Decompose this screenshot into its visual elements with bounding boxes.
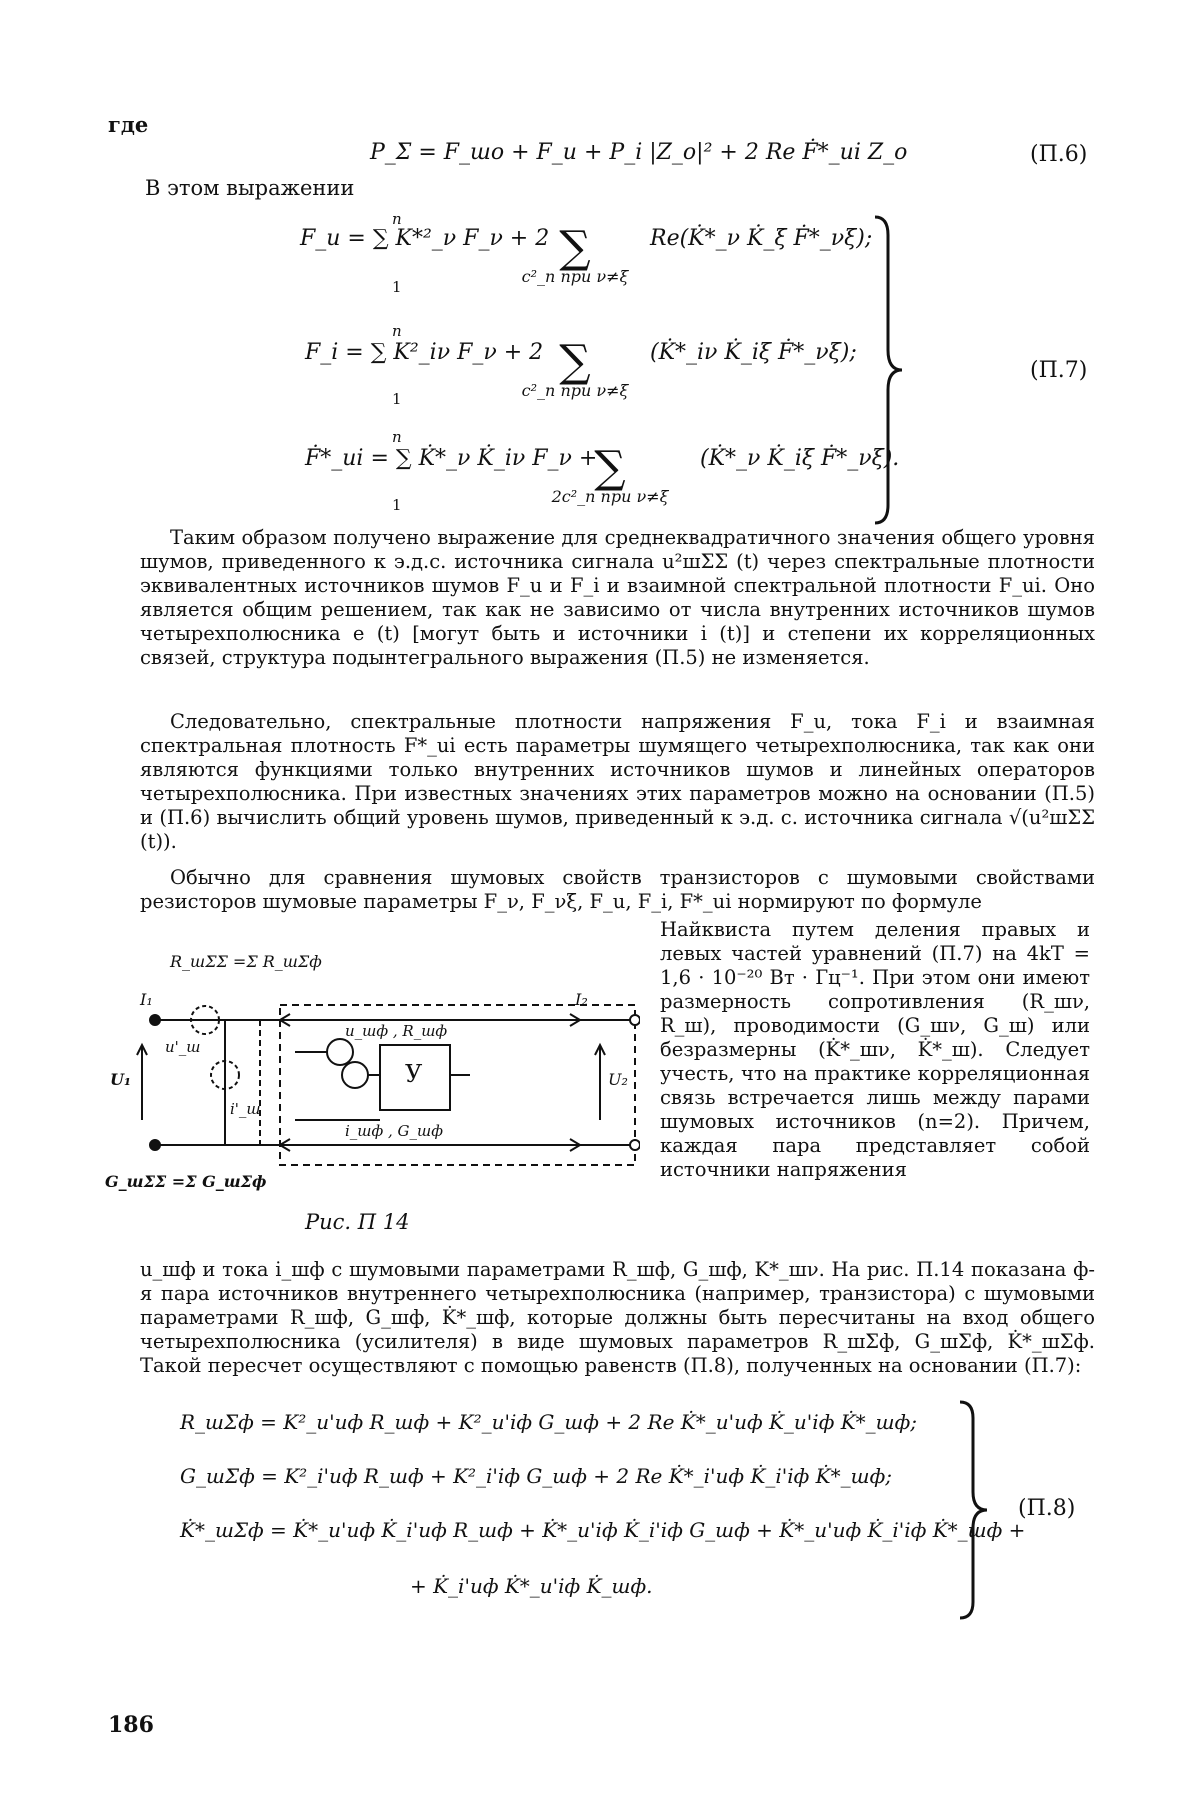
p7-line3-right: (K̇*_ν K̇_iξ Ḟ*_νξ). bbox=[700, 446, 900, 471]
p7-line2-sum-bottom: c²_n при ν≠ξ bbox=[521, 381, 629, 400]
fig-label-i-prime: i'_ш bbox=[230, 1100, 261, 1118]
fig-label-U1: U₁ bbox=[110, 1070, 131, 1089]
paragraph-2-text: Следовательно, спектральные плотности напряжения F_u, тока F_i и взаимная спектральная плотность F*_ui есть параметры шумящего четырехполюсника, так как они являются функциями только внутренних источников шумов и линейных операторов четырехполюсника. При известных значениях этих параметров можно на основании (П.5) и (П.6) вычислить общий уровень шумов, приведенный к э.д. с. источника сигнала √(u²шΣΣ (t)). bbox=[140, 710, 1095, 853]
p7-line1-left: F_u = ∑ K*²_ν F_ν + 2 bbox=[300, 226, 550, 251]
fig-label-R: R_шΣΣ =Σ R_шΣф bbox=[170, 952, 322, 971]
p7-line3-left: Ḟ*_ui = ∑ K̇*_ν K̇_iν F_ν + bbox=[305, 446, 598, 471]
p8-brace bbox=[955, 1400, 995, 1620]
paragraph-2 bbox=[140, 710, 1095, 854]
paragraph-4: u_шф и тока i_шф с шумовыми параметрами R_шф, G_шф, K*_шν. На рис. П.14 показана ф-я пара источников внутреннего четырехполюсника (например, транзистора) с шумовыми параметрами R_шф, G_шф, K̇*_шф, которые должны быть пересчитаны на вход общего четырехполюсника (усилителя) в виде шумовых параметров R_шΣф, G_шΣф, K̇*_шΣф. Такой пересчет осуществляют с помощью равенств (П.8), полученных на основании (П.7): bbox=[140, 1258, 1095, 1377]
paragraph-3 bbox=[140, 866, 1095, 914]
page-number: 186 bbox=[108, 1712, 154, 1738]
equation-p7-label: (П.7) bbox=[1030, 358, 1088, 383]
p7-line1-sum: ∑ c²_n при ν≠ξ bbox=[521, 222, 629, 286]
fig-label-u-prime: u'_ш bbox=[165, 1038, 201, 1056]
p7-sum3-top: n bbox=[392, 428, 402, 446]
figure-caption: Рис. П 14 bbox=[305, 1210, 410, 1234]
figure-p14 bbox=[105, 952, 640, 1210]
p7-line1-sum-bottom: c²_n при ν≠ξ bbox=[521, 267, 629, 286]
fig-label-G: G_шΣΣ =Σ G_шΣф bbox=[105, 1172, 267, 1191]
p8-line1: R_шΣф = K²_u'uф R_шф + K²_u'iф G_шф + 2 Re K̇*_u'uф K̇_u'iф K̇*_шф; bbox=[180, 1410, 917, 1434]
fig-label-U2: U₂ bbox=[608, 1070, 628, 1089]
paragraph-3-text: Обычно для сравнения шумовых свойств транзисторов с шумовыми свойствами резисторов шумовые параметры F_ν, F_νξ, F_u, F_i, F*_ui нормируют по формуле bbox=[140, 866, 1095, 913]
p7-line2-left: F_i = ∑ K²_iν F_ν + 2 bbox=[305, 340, 544, 365]
p7-line1-right: Re(K̇*_ν K̇_ξ Ḟ*_νξ); bbox=[650, 226, 873, 251]
p7-brace bbox=[870, 215, 910, 525]
p7-sum1-bottom: 1 bbox=[392, 278, 402, 296]
p8-line4: + K̇_i'uф K̇*_u'iф K̇_шф. bbox=[410, 1574, 653, 1598]
p7-sum3-bottom: 1 bbox=[392, 496, 402, 514]
p7-line2-right: (K̇*_iν K̇_iξ Ḟ*_νξ); bbox=[650, 340, 857, 365]
fig-label-i-source: i_шф , G_шф bbox=[345, 1122, 443, 1140]
side-paragraph: Найквиста путем деления правых и левых частей уравнений (П.7) на 4kT = 1,6 · 10⁻²⁰ Вт · Гц⁻¹. При этом они имеют размерность сопротивления (R_шν, R_ш), проводимости (G_шν, G_ш) или безразмерны (K̇*_шν, K̇*_ш). Следует учесть, что на практике корреляционная связь встречается лишь между парами шумовых источников (n=2). Причем, каждая пара представляет собой источники напряжения bbox=[660, 918, 1090, 1181]
p8-line2: G_шΣф = K²_i'uф R_шф + K²_i'iф G_шф + 2 Re K̇*_i'uф K̇_i'iф K̇*_шф; bbox=[180, 1464, 892, 1488]
fig-amp-label: У bbox=[405, 1060, 423, 1088]
equation-p6-label: (П.6) bbox=[1030, 142, 1088, 167]
fig-label-I1: I₁ bbox=[140, 990, 153, 1009]
p7-line2-sum: ∑ c²_n при ν≠ξ bbox=[521, 336, 629, 400]
p8-line3: K̇*_шΣф = K̇*_u'uф K̇_i'uф R_шф + K̇*_u'iф K̇_i'iф G_шф + K̇*_u'uф K̇_i'iф K̇*_шф + bbox=[180, 1518, 1026, 1542]
p7-sum1-top: n bbox=[392, 210, 402, 228]
equation-p8-label: (П.8) bbox=[1018, 1496, 1076, 1521]
equation-p6: P_Σ = F_шо + F_u + P_i |Z_о|² + 2 Re Ḟ*_ui Z_о bbox=[370, 140, 908, 165]
p7-line3-sum-bottom: 2c²_n при ν≠ξ bbox=[551, 487, 669, 506]
fig-label-I2: I₂ bbox=[575, 990, 588, 1009]
paragraph-1-text: Таким образом получено выражение для среднеквадратичного значения общего уровня шумов, приведенного к э.д.с. источника сигнала u²шΣΣ (t) через спектральные плотности эквивалентных источников шумов F_u и F_i и взаимной спектральной плотности F_ui. Оно является общим решением, так как не зависимо от числа внутренних источников шумов четырехполюсника e (t) [могут быть и источники i (t)] и степени их корреляционных связей, структура подынтегрального выражения (П.5) не изменяется. bbox=[140, 526, 1095, 669]
p7-line3-sum: ∑ 2c²_n при ν≠ξ bbox=[540, 432, 680, 506]
p7-sum2-bottom: 1 bbox=[392, 390, 402, 408]
paragraph-1 bbox=[140, 526, 1095, 670]
where-label: где bbox=[108, 112, 149, 137]
p7-sum2-top: n bbox=[392, 322, 402, 340]
in-this-expression: В этом выражении bbox=[145, 176, 355, 200]
fig-label-u-source: u_шф , R_шф bbox=[345, 1022, 448, 1040]
